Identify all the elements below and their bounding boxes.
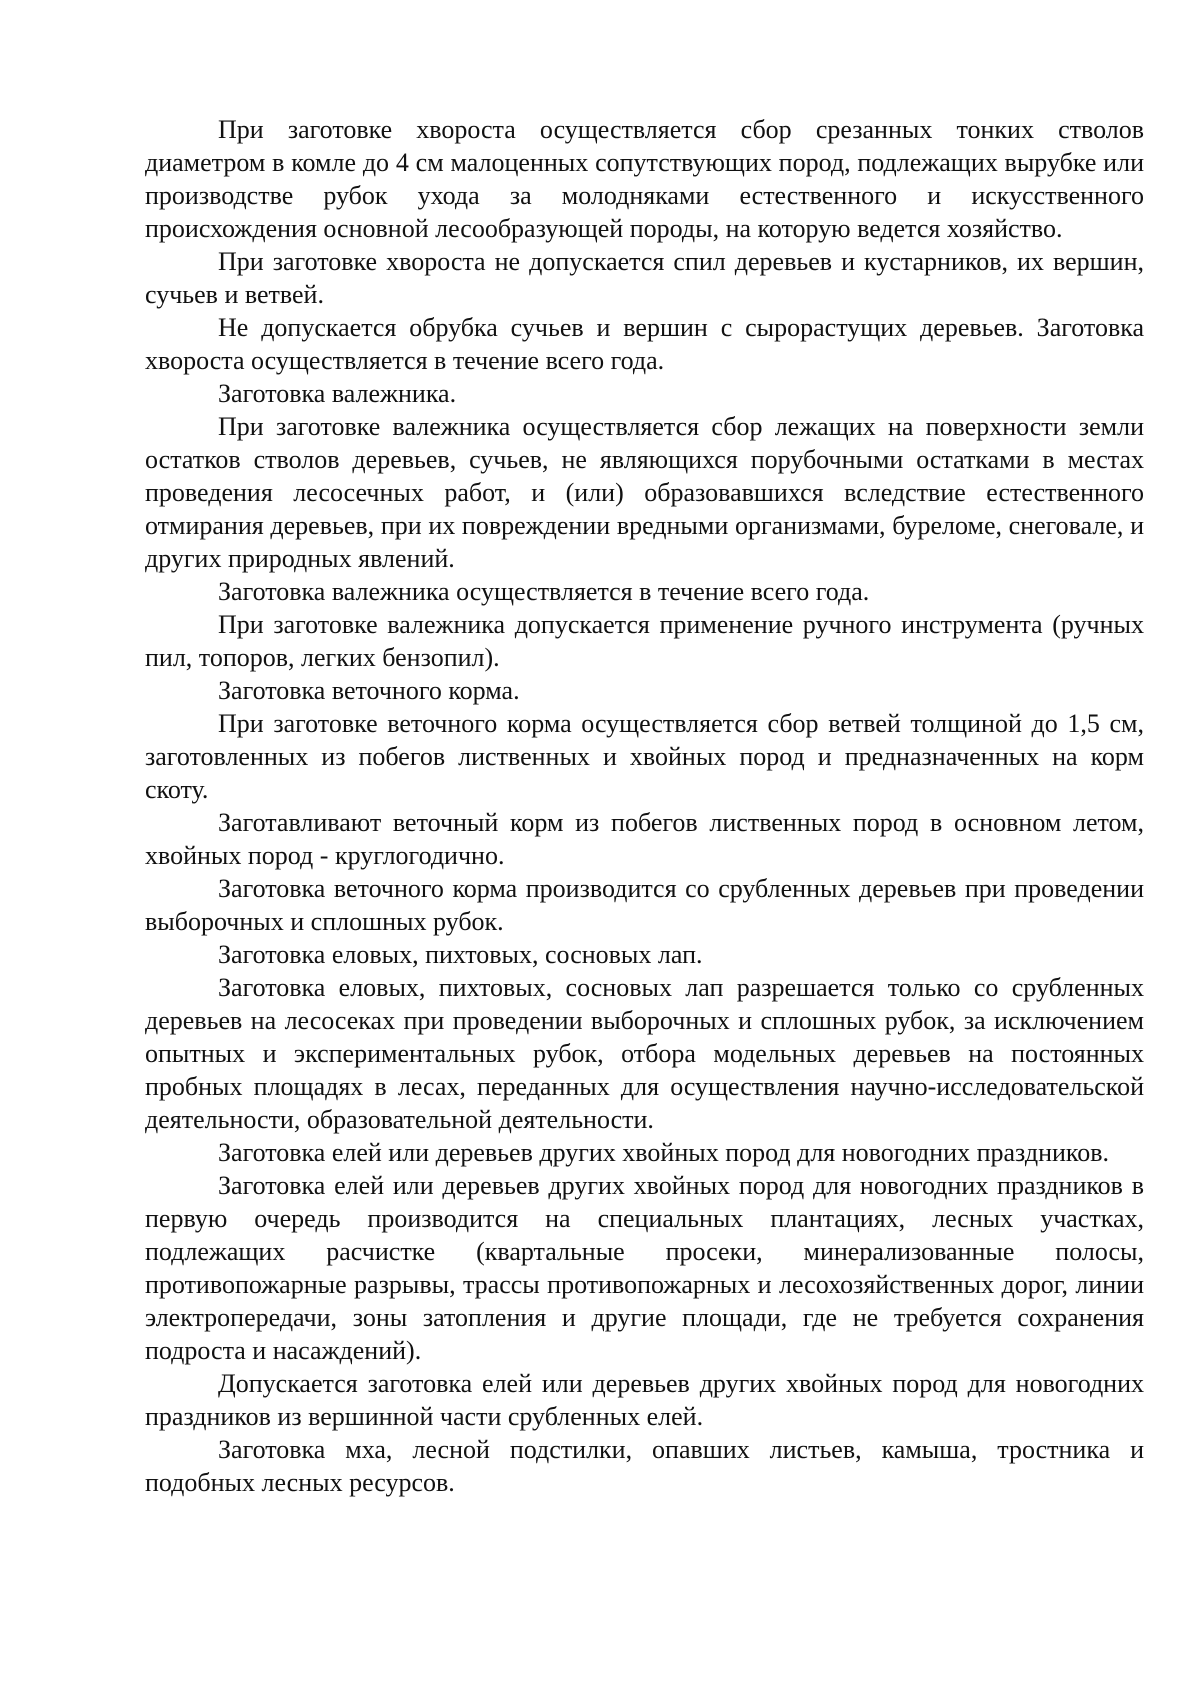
paragraph-fodder-source: Заготовка веточного корма производится со срубленных деревьев при проведении выборочных и сплошных рубок. (145, 874, 1144, 936)
paragraph-moss-heading: Заготовка мха, лесной подстилки, опавших листьев, камыша, тростника и подобных лесных ресурсов. (145, 1435, 1144, 1497)
paragraph-fodder-definition: При заготовке веточного корма осуществляется сбор ветвей толщиной до 1,5 см, заготовленных из побегов лиственных и хвойных пород и предназначенных на корм скоту. (145, 709, 1144, 804)
paragraph-brushwood-restriction: При заготовке хвороста не допускается спил деревьев и кустарников, их вершин, сучьев и ветвей. (145, 247, 1144, 309)
paragraph-deadwood-definition: При заготовке валежника осуществляется сбор лежащих на поверхности земли остатков стволов деревьев, сучьев, не являющихся порубочными остатками в местах проведения лесосечных работ, и (или) образовавшихся вследствие естественного отмирания деревьев, при их повреждении вредными организмами, буреломе, снеговале, и других природных явлений. (145, 412, 1144, 573)
paragraph-brushwood-definition: При заготовке хвороста осуществляется сбор срезанных тонких стволов диаметром в комле до 4 см малоценных сопутствующих пород, подлежащих вырубке или производстве рубок ухода за молодняками естественного и искусственного происхождения основной лесообразующей породы, на которую ведется хозяйство. (145, 115, 1144, 243)
paragraph-deadwood-season: Заготовка валежника осуществляется в течение всего года. (218, 577, 870, 606)
paragraph-deadwood-heading: Заготовка валежника. (218, 379, 457, 408)
paragraph-fodder-season: Заготавливают веточный корм из побегов лиственных пород в основном летом, хвойных пород - круглогодично. (145, 808, 1144, 870)
paragraph-deadwood-tools: При заготовке валежника допускается применение ручного инструмента (ручных пил, топоров, легких бензопил). (145, 610, 1144, 672)
paragraph-trees-tops: Допускается заготовка елей или деревьев других хвойных пород для новогодних праздников из вершинной части срубленных елей. (145, 1369, 1144, 1431)
paragraph-trees-locations: Заготовка елей или деревьев других хвойных пород для новогодних праздников в первую очередь производится на специальных плантациях, лесных участках, подлежащих расчистке (квартальные просеки, минерализованные полосы, противопожарные разрывы, трассы противопожарных и лесохозяйственных дорог, линии электропередачи, зоны затопления и другие площади, где не требуется сохранения подроста и насаждений). (145, 1171, 1144, 1365)
paragraph-fodder-heading: Заготовка веточного корма. (218, 676, 520, 705)
document-page (145, 113, 1144, 1499)
paragraph-branches-heading: Заготовка еловых, пихтовых, сосновых лап. (218, 940, 703, 969)
paragraph-branches-rules: Заготовка еловых, пихтовых, сосновых лап разрешается только со срубленных деревьев на лесосеках при проведении выборочных и сплошных рубок, за исключением опытных и экспериментальных рубок, отбора модельных деревьев на постоянных пробных площадях в лесах, переданных для осуществления научно-исследовательской деятельности, образовательной деятельности. (145, 973, 1144, 1134)
paragraph-brushwood-season: Не допускается обрубка сучьев и вершин с сырорастущих деревьев. Заготовка хвороста осуществляется в течение всего года. (145, 313, 1144, 375)
paragraph-trees-heading: Заготовка елей или деревьев других хвойных пород для новогодних праздников. (218, 1138, 1109, 1167)
